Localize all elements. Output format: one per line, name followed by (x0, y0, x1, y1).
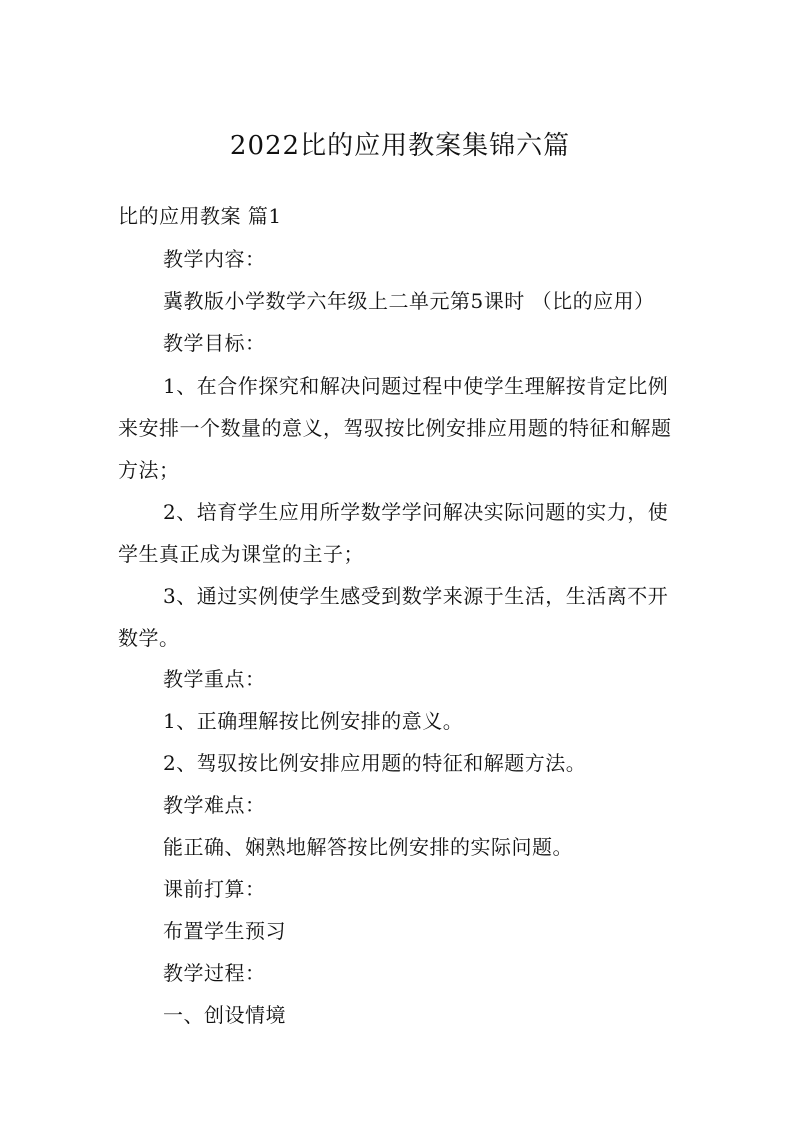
paragraph: 2、驾驭按比例安排应用题的特征和解题方法。 (163, 751, 587, 775)
paragraph: 一、创设情境 (163, 1003, 286, 1027)
paragraph: 1、正确理解按比例安排的意义。 (163, 709, 464, 733)
paragraph: 教学内容： (163, 247, 266, 271)
paragraph: 冀教版小学数学六年级上二单元第5课时 （比的应用） (163, 289, 655, 313)
paragraph: 布置学生预习 (163, 919, 286, 943)
paragraph: 教学重点： (163, 667, 266, 691)
paragraph: 教学过程： (163, 961, 266, 985)
section-heading: 比的应用教案 篇1 (118, 204, 282, 228)
paragraph: 1、在合作探究和解决问题过程中使学生理解按肯定比例来安排一个数量的意义，驾驭按比例安排应用题的特征和解题方法； (118, 374, 672, 482)
paragraph: 能正确、娴熟地解答按比例安排的实际问题。 (163, 835, 573, 859)
paragraph: 教学难点： (163, 793, 266, 817)
paragraph: 课前打算： (163, 877, 266, 901)
paragraph: 2、培育学生应用所学数学学问解决实际问题的实力，使学生真正成为课堂的主子； (118, 500, 669, 566)
paragraph: 教学目标： (163, 331, 266, 355)
paragraph: 3、通过实例使学生感受到数学来源于生活，生活离不开数学。 (118, 584, 669, 650)
document-title: 2022比的应用教案集锦六篇 (229, 131, 571, 161)
